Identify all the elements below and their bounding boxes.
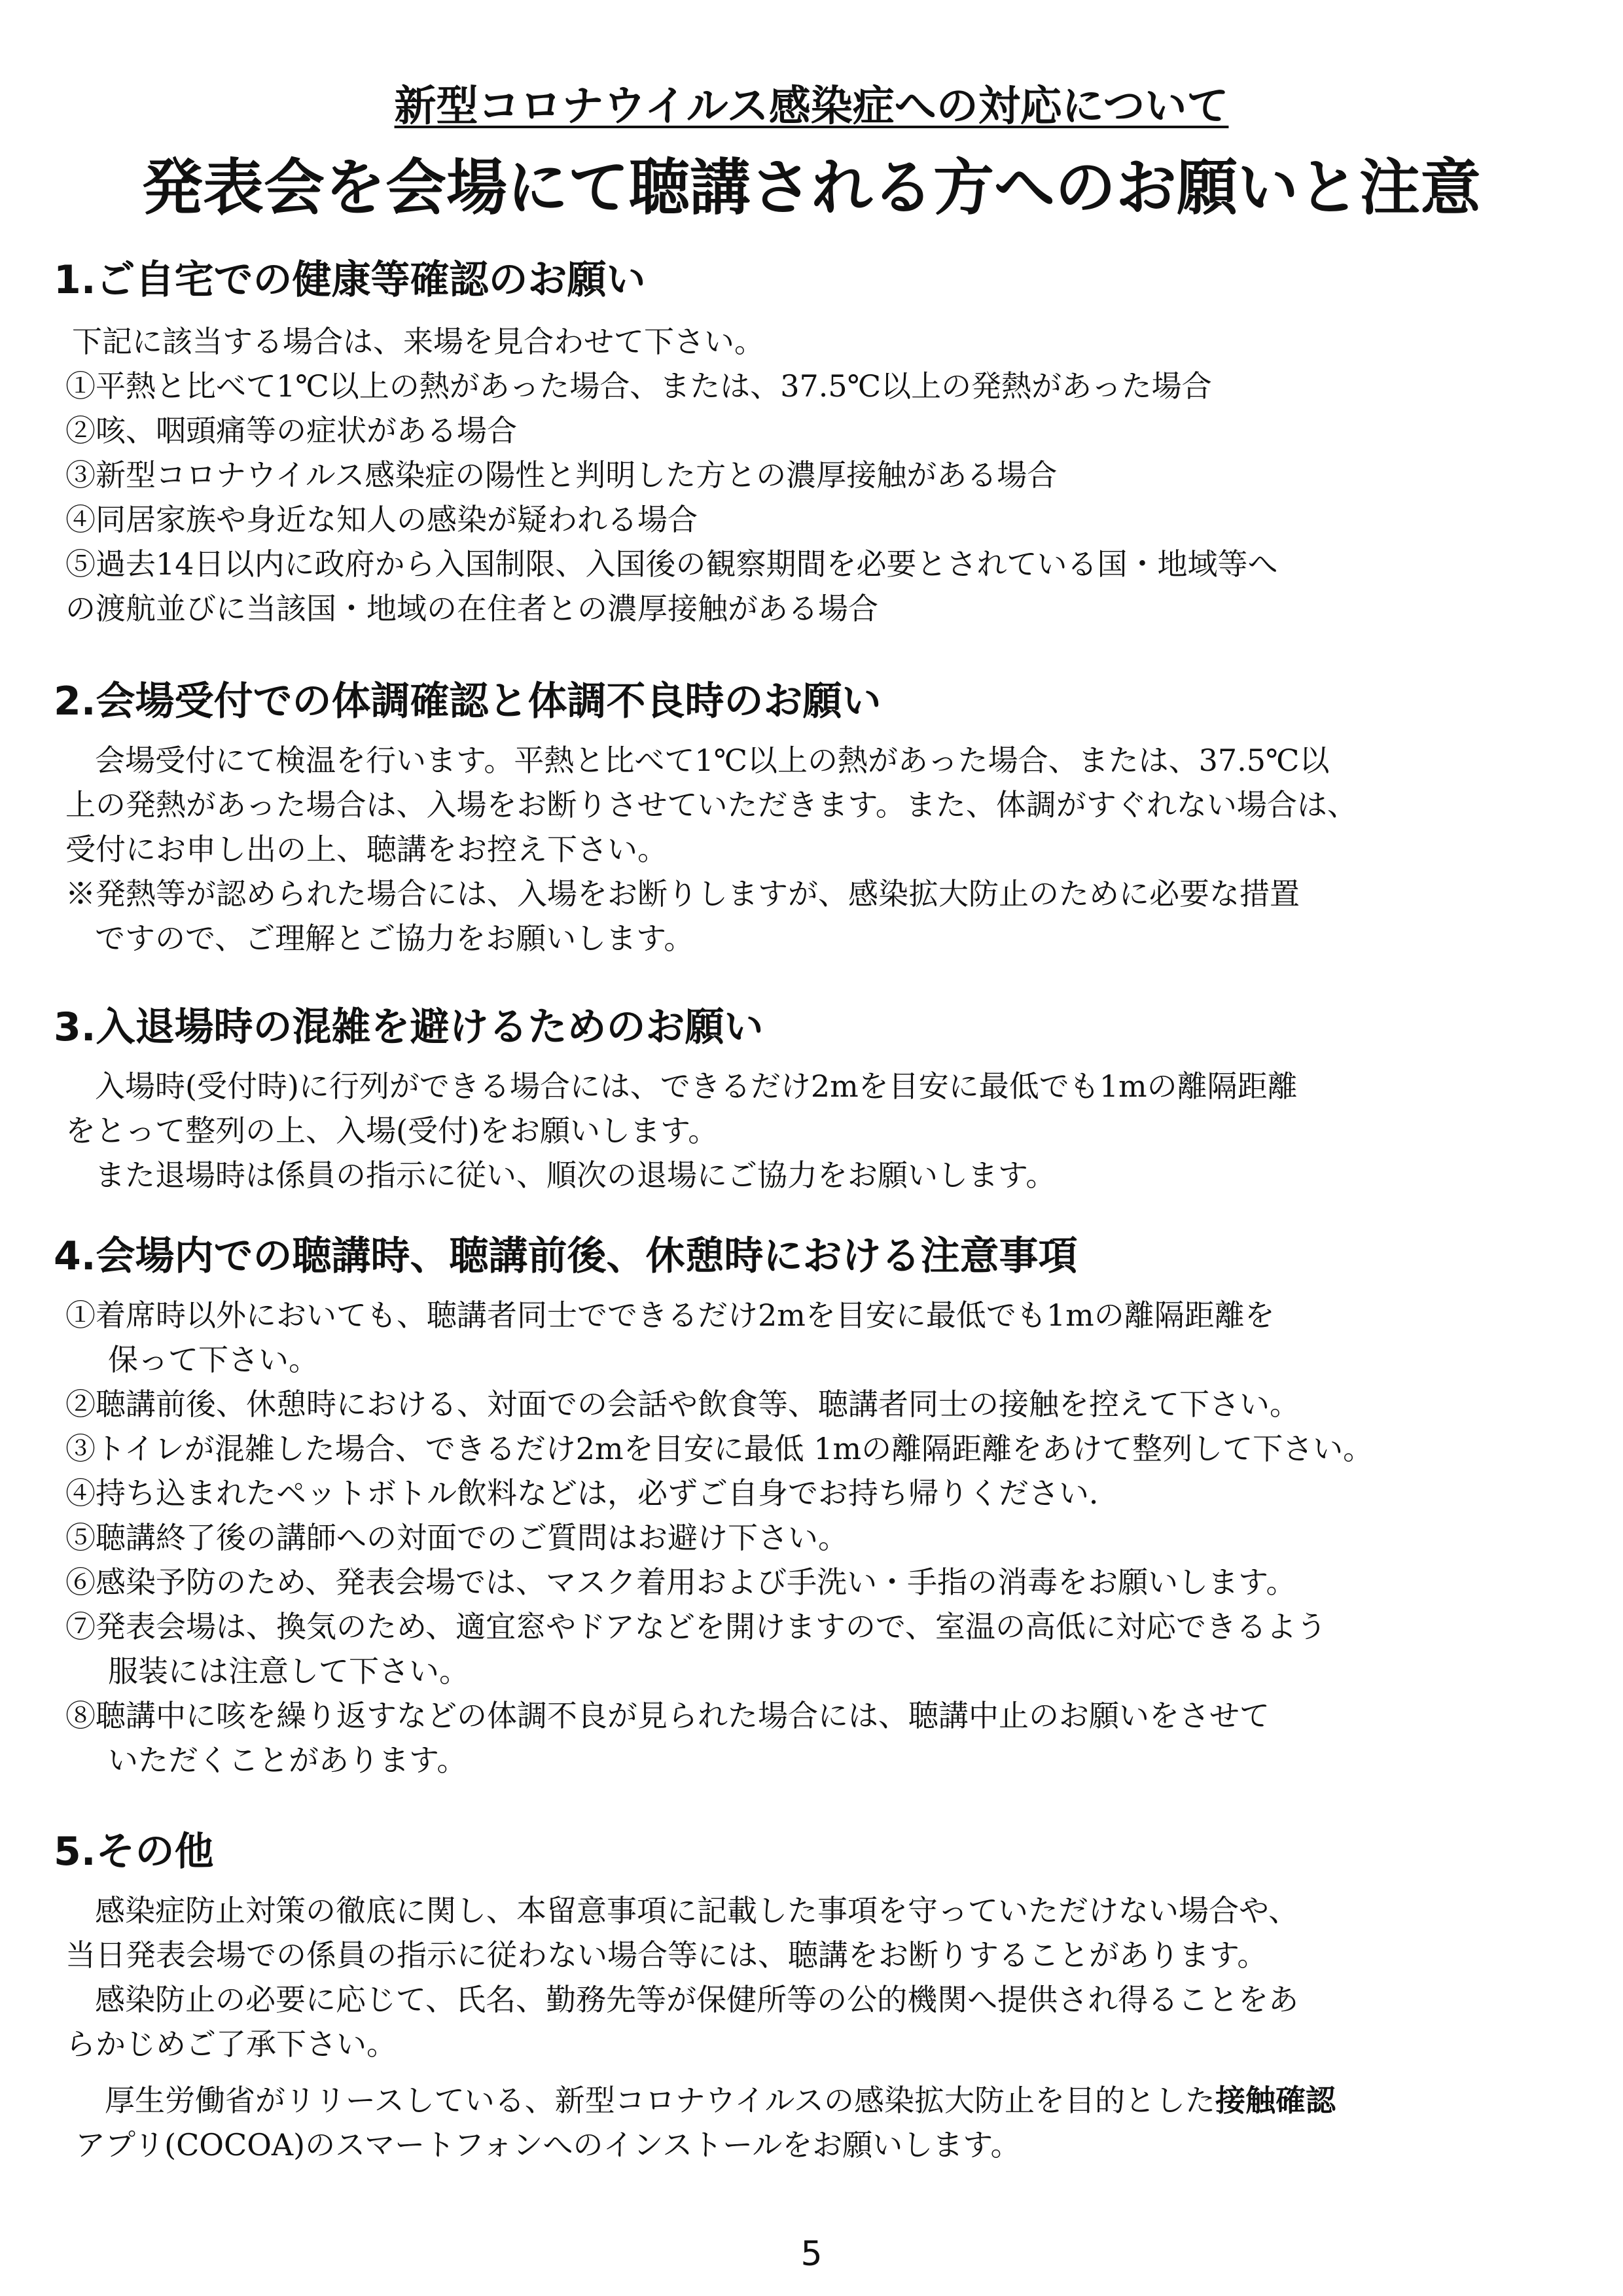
document-title: 発表会を会場にて聴講される方へのお願いと注意 [142, 152, 1481, 223]
section-1-line: ④同居家族や身近な知人の感染が疑われる場合 [65, 502, 698, 537]
page-number: 5 [800, 2234, 823, 2274]
section-1-line: ⑤過去14日以内に政府から入国制限、入国後の観察期間を必要とされている国・地域等へ [65, 546, 1278, 582]
section-4-line: ②聴講前後、休憩時における、対面での会話や飲食等、聴講者同士の接触を控えて下さい。 [65, 1386, 1300, 1422]
section-3-line: 入場時(受付時)に行列ができる場合には、できるだけ2mを目安に最低でも1mの離隔距離 [95, 1069, 1298, 1104]
section-4-line: ④持ち込まれたペットボトル飲料などは，必ずご自身でお持ち帰りください． [65, 1475, 1119, 1511]
section-4-line: ⑤聴講終了後の講師への対面でのご質問はお避け下さい。 [65, 1520, 848, 1555]
section-1-line: ①平熱と比べて1℃以上の熱があった場合、または、37.5℃以上の発熱があった場合 [65, 368, 1212, 404]
section-2-heading: 2.会場受付での体調確認と体調不良時のお願い [54, 679, 882, 724]
section-5-line: らかじめご了承下さい。 [65, 2026, 397, 2062]
section-4-line: 服装には注意して下さい。 [108, 1653, 469, 1689]
section-4-line: 保って下さい。 [108, 1342, 319, 1377]
document-subtitle: 新型コロナウイルス感染症への対応について [394, 82, 1229, 131]
section-4-heading: 4.会場内での聴講時、聴講前後、休憩時における注意事項 [54, 1233, 1078, 1279]
section-4-line: いただくことがあります。 [108, 1742, 467, 1778]
contact-app-emphasis: 接触確認 [1215, 2083, 1336, 2118]
section-5-line: 感染症防止対策の徹底に関し、本留意事項に記載した事項を守っていただけない場合や、 [95, 1893, 1299, 1928]
section-1-heading: 1.ご自宅での健康等確認のお願い [54, 257, 646, 303]
section-1-line: の渡航並びに当該国・地域の在住者との濃厚接触がある場合 [65, 591, 878, 626]
section-2-line: ※発熱等が認められた場合には、入場をお断りしますが、感染拡大防止のために必要な措置 [65, 876, 1300, 911]
cocoa-intro-text: 厚生労働省がリリースしている、新型コロナウイルスの感染拡大防止を目的とした [105, 2083, 1215, 2118]
section-5-line [105, 2081, 1336, 2120]
section-5-line: アプリ(COCOA)のスマートフォンへのインストールをお願いします。 [75, 2127, 1021, 2163]
section-5-line: 当日発表会場での係員の指示に従わない場合等には、聴講をお断りすることがあります。 [65, 1937, 1268, 1973]
section-1-line: ②咳、咽頭痛等の症状がある場合 [65, 413, 517, 448]
section-2-line: 会場受付にて検温を行います。平熱と比べて1℃以上の熱があった場合、または、37.5℃以 [95, 743, 1330, 778]
section-3-line: また退場時は係員の指示に従い、順次の退場にご協力をお願いします。 [95, 1157, 1056, 1193]
section-2-line: 上の発熱があった場合は、入場をお断りさせていただきます。また、体調がすぐれない場合は、 [65, 787, 1357, 822]
section-2-line: ですので、ご理解とご協力をお願いします。 [95, 921, 694, 956]
section-4-line: ⑥感染予防のため、発表会場では、マスク着用および手洗い・手指の消毒をお願いします。 [65, 1564, 1296, 1600]
section-4-line: ⑦発表会場は、換気のため、適宜窓やドアなどを開けますので、室温の高低に対応できるよう [65, 1609, 1327, 1644]
section-4-line: ①着席時以外においても、聴講者同士でできるだけ2mを目安に最低でも1mの離隔距離を [65, 1298, 1275, 1333]
section-3-heading: 3.入退場時の混雑を避けるためのお願い [54, 1004, 764, 1050]
section-3-line: をとって整列の上、入場(受付)をお願いします。 [65, 1113, 719, 1148]
section-4-line: ⑧聴講中に咳を繰り返すなどの体調不良が見られた場合には、聴講中止のお願いをさせて [65, 1698, 1270, 1733]
section-1-line: ③新型コロナウイルス感染症の陽性と判明した方との濃厚接触がある場合 [65, 457, 1058, 493]
section-1-line: 下記に該当する場合は、来場を見合わせて下さい。 [72, 324, 764, 359]
section-5-heading: 5.その他 [54, 1829, 214, 1875]
section-4-line: ③トイレが混雑した場合、できるだけ2mを目安に最低 1mの離隔距離をあけて整列して下さい。 [65, 1431, 1374, 1466]
section-5-line: 感染防止の必要に応じて、氏名、勤務先等が保健所等の公的機関へ提供され得ることをあ [95, 1982, 1299, 2017]
section-2-line: 受付にお申し出の上、聴講をお控え下さい。 [65, 832, 668, 867]
